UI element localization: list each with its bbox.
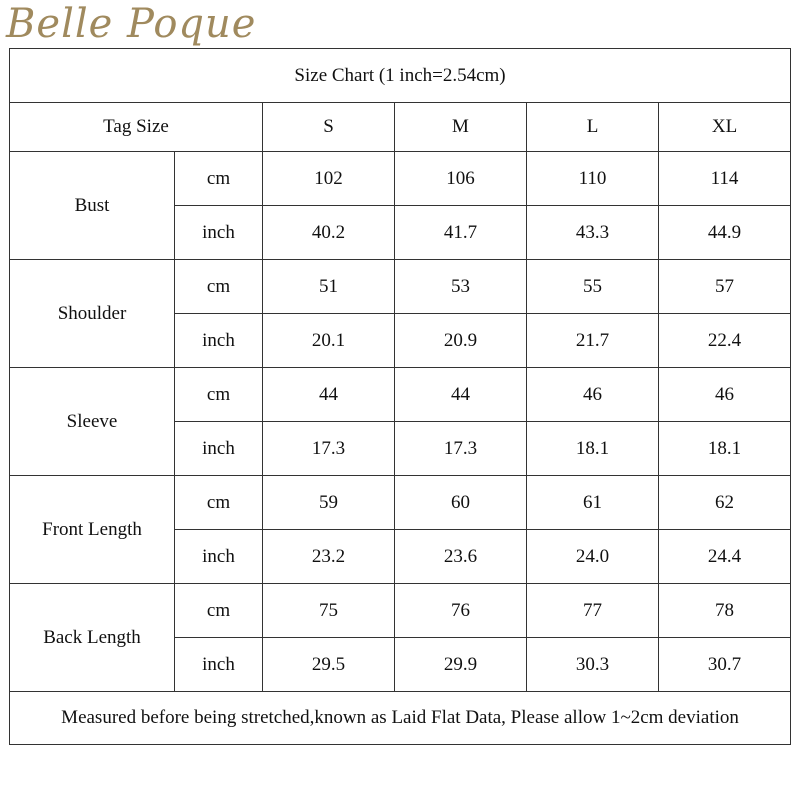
value-cell: 41.7 (395, 206, 527, 260)
value-cell: 44.9 (659, 206, 791, 260)
value-cell: 106 (395, 152, 527, 206)
size-header-s: S (263, 103, 395, 152)
value-cell: 44 (263, 368, 395, 422)
value-cell: 62 (659, 476, 791, 530)
footer-row (10, 692, 791, 745)
value-cell: 22.4 (659, 314, 791, 368)
value-cell: 20.1 (263, 314, 395, 368)
measure-name-bust: Bust (10, 152, 175, 260)
size-header-xl: XL (659, 103, 791, 152)
value-cell: 30.7 (659, 638, 791, 692)
table-row (10, 368, 791, 422)
unit-inch: inch (175, 530, 263, 584)
table-row (10, 260, 791, 314)
brand-logo: Belle Poque (6, 1, 257, 47)
value-cell: 59 (263, 476, 395, 530)
chart-title: Size Chart (1 inch=2.54cm) (10, 49, 791, 103)
unit-cm: cm (175, 476, 263, 530)
unit-inch: inch (175, 422, 263, 476)
unit-cm: cm (175, 368, 263, 422)
unit-cm: cm (175, 152, 263, 206)
value-cell: 77 (527, 584, 659, 638)
value-cell: 78 (659, 584, 791, 638)
value-cell: 44 (395, 368, 527, 422)
value-cell: 60 (395, 476, 527, 530)
value-cell: 24.0 (527, 530, 659, 584)
value-cell: 46 (659, 368, 791, 422)
value-cell: 51 (263, 260, 395, 314)
value-cell: 17.3 (395, 422, 527, 476)
value-cell: 40.2 (263, 206, 395, 260)
measure-name-front-length: Front Length (10, 476, 175, 584)
measure-name-sleeve: Sleeve (10, 368, 175, 476)
value-cell: 102 (263, 152, 395, 206)
value-cell: 55 (527, 260, 659, 314)
value-cell: 57 (659, 260, 791, 314)
value-cell: 29.9 (395, 638, 527, 692)
unit-inch: inch (175, 206, 263, 260)
value-cell: 53 (395, 260, 527, 314)
table-row (10, 476, 791, 530)
value-cell: 21.7 (527, 314, 659, 368)
table-row (10, 584, 791, 638)
value-cell: 29.5 (263, 638, 395, 692)
header-row (10, 103, 791, 152)
value-cell: 17.3 (263, 422, 395, 476)
value-cell: 23.2 (263, 530, 395, 584)
unit-cm: cm (175, 260, 263, 314)
size-chart-table (9, 48, 791, 745)
value-cell: 110 (527, 152, 659, 206)
value-cell: 76 (395, 584, 527, 638)
measure-name-shoulder: Shoulder (10, 260, 175, 368)
value-cell: 20.9 (395, 314, 527, 368)
value-cell: 18.1 (527, 422, 659, 476)
unit-inch: inch (175, 638, 263, 692)
value-cell: 114 (659, 152, 791, 206)
title-row (10, 49, 791, 103)
unit-cm: cm (175, 584, 263, 638)
size-header-l: L (527, 103, 659, 152)
value-cell: 18.1 (659, 422, 791, 476)
value-cell: 24.4 (659, 530, 791, 584)
value-cell: 23.6 (395, 530, 527, 584)
table-row (10, 152, 791, 206)
value-cell: 46 (527, 368, 659, 422)
value-cell: 61 (527, 476, 659, 530)
unit-inch: inch (175, 314, 263, 368)
size-header-m: M (395, 103, 527, 152)
value-cell: 30.3 (527, 638, 659, 692)
footer-note: Measured before being stretched,known as Laid Flat Data, Please allow 1~2cm deviation (10, 692, 791, 745)
value-cell: 75 (263, 584, 395, 638)
tag-size-header: Tag Size (10, 103, 263, 152)
value-cell: 43.3 (527, 206, 659, 260)
measure-name-back-length: Back Length (10, 584, 175, 692)
